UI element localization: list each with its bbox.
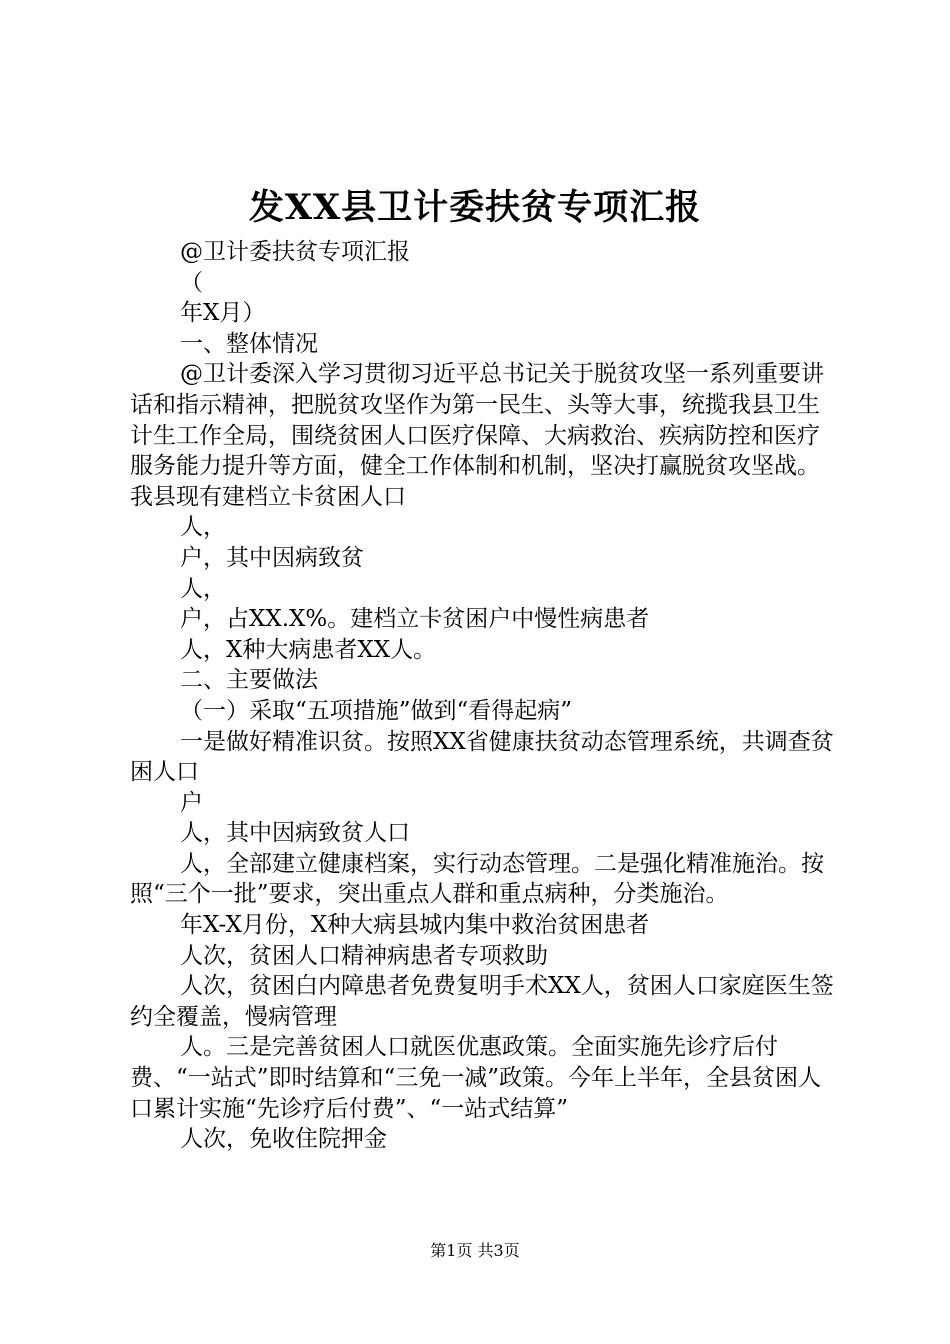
paragraph: 人次，贫困人口精神病患者专项救助 <box>180 942 548 969</box>
paragraph: 户，占XX.X%。建档立卡贫困户中慢性病患者 <box>180 606 650 633</box>
paragraph: 人，其中因病致贫人口 <box>180 820 410 847</box>
paragraph: 人。三是完善贫困人口就医优惠政策。全面实施先诊疗后付费、“一站式”即时结算和“三免一减”政策。今年上半年，全县贫困人口累计实施“先诊疗后付费”、“一站式结算” <box>130 1034 822 1122</box>
paragraph: 一是做好精准识贫。按照XX省健康扶贫动态管理系统，共调查贫困人口 <box>130 728 834 786</box>
subsection-heading: （一）采取“五项措施”做到“看得起病” <box>180 697 573 724</box>
section-heading: 一、整体情况 <box>180 330 318 357</box>
paragraph: 年X月） <box>180 300 266 327</box>
section-heading: 二、主要做法 <box>180 667 318 694</box>
paragraph: 户，其中因病致贫 <box>180 544 364 571</box>
page-footer: 第1页 共3页 <box>430 1241 520 1260</box>
paragraph: @卫计委扶贫专项汇报 <box>180 239 410 265</box>
paragraph: 人， <box>180 575 226 602</box>
paragraph: 年X-X月份，X种大病县城内集中救治贫困患者 <box>180 912 650 939</box>
document-body <box>130 237 835 1155</box>
paragraph: @卫计委深入学习贯彻习近平总书记关于脱贫攻坚一系列重要讲话和指示精神，把脱贫攻坚作为第一民生、头等大事，统揽我县卫生计生工作全局，围绕贫困人口医疗保障、大病救治、疾病防控和医疗服务能力提升等方面，健全工作体制和机制，坚决打赢脱贫攻坚战。我县现有建档立卡贫困人口 <box>130 361 824 510</box>
paragraph: 人次，免收住院押金 <box>180 1126 387 1153</box>
paragraph: （ <box>180 269 203 296</box>
paragraph: 人， <box>180 514 226 541</box>
paragraph: 人次，贫困白内障患者免费复明手术XX人，贫困人口家庭医生签约全覆盖，慢病管理 <box>130 973 834 1030</box>
document-title: 发XX县卫计委扶贫专项汇报 <box>248 187 702 228</box>
paragraph: 人，全部建立健康档案，实行动态管理。二是强化精准施治。按照“三个一批”要求，突出重点人群和重点病种，分类施治。 <box>130 850 824 908</box>
paragraph: 人，X种大病患者XX人。 <box>180 636 437 663</box>
paragraph: 户 <box>180 789 203 816</box>
